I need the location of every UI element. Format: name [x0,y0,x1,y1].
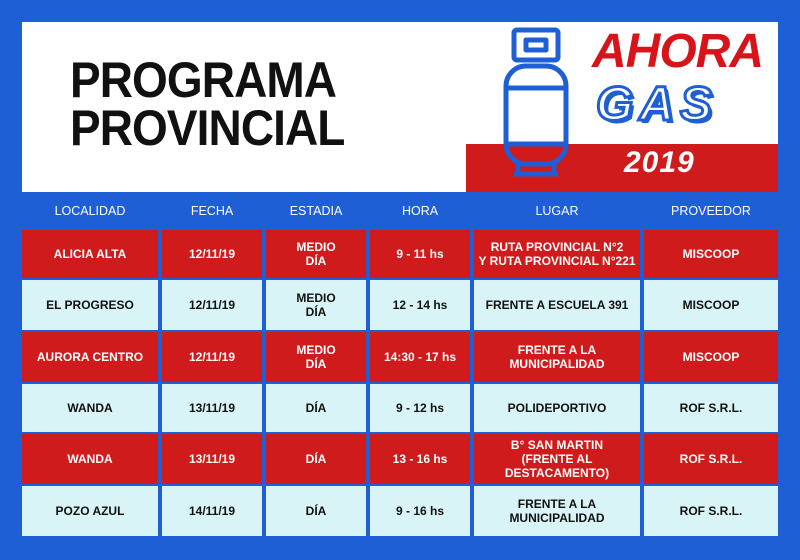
estadia-line: MEDIO [296,240,336,254]
fecha-cell: 13/11/19 [162,384,262,432]
proveedor-cell: ROF S.R.L. [644,384,778,432]
localidad-cell: ALICIA ALTA [22,230,158,278]
localidad-cell: AURORA CENTRO [22,332,158,382]
column-header: FECHA [162,196,262,226]
estadia-line: DÍA [305,357,327,371]
lugar-line: RUTA PROVINCIAL N°2 [490,240,624,254]
estadia-cell [266,434,366,484]
proveedor-cell: MISCOOP [644,332,778,382]
hora-cell: 12 - 14 hs [370,280,470,330]
logo-gas: GAS [596,78,719,131]
table-row [22,384,778,432]
logo-ahora: AHORA [592,25,763,78]
estadia-line: DÍA [305,305,327,319]
estadia-cell [266,230,366,278]
hora-cell: 9 - 11 hs [370,230,470,278]
localidad-cell: EL PROGRESO [22,280,158,330]
lugar-cell [474,230,640,278]
hora-cell: 9 - 12 hs [370,384,470,432]
estadia-line: MEDIO [296,343,336,357]
gas-cylinder-icon [500,26,572,178]
estadia-cell [266,332,366,382]
lugar-line: (FRENTE AL DESTACAMENTO) [504,452,610,480]
proveedor-cell: ROF S.R.L. [644,434,778,484]
lugar-line: FRENTE A LA [517,497,597,511]
estadia-line: DÍA [305,452,327,466]
table-row [22,332,778,382]
lugar-cell [474,434,640,484]
lugar-line: B° SAN MARTIN [510,438,604,452]
proveedor-cell: ROF S.R.L. [644,486,778,536]
table-row [22,486,778,536]
lugar-cell [474,280,640,330]
table-row [22,230,778,278]
fecha-cell: 12/11/19 [162,280,262,330]
estadia-line: DÍA [305,504,327,518]
column-header: LUGAR [474,196,640,226]
proveedor-cell: MISCOOP [644,280,778,330]
estadia-cell [266,486,366,536]
estadia-cell [266,280,366,330]
column-header: HORA [370,196,470,226]
hora-cell: 13 - 16 hs [370,434,470,484]
column-header: LOCALIDAD [22,196,158,226]
year-label: 2019 [624,146,695,179]
lugar-line: FRENTE A LA [517,343,597,357]
fecha-cell: 13/11/19 [162,434,262,484]
localidad-cell: POZO AZUL [22,486,158,536]
column-header: ESTADIA [266,196,366,226]
hora-cell: 14:30 - 17 hs [370,332,470,382]
lugar-line: MUNICIPALIDAD [509,511,605,525]
title-line-2: PROVINCIAL [70,100,345,156]
column-header: PROVEEDOR [644,196,778,226]
table-row [22,434,778,484]
fecha-cell: 14/11/19 [162,486,262,536]
estadia-line: MEDIO [296,291,336,305]
lugar-cell [474,332,640,382]
lugar-cell [474,384,640,432]
lugar-line: Y RUTA PROVINCIAL N°221 [478,254,636,268]
estadia-line: DÍA [305,401,327,415]
proveedor-cell: MISCOOP [644,230,778,278]
lugar-line: MUNICIPALIDAD [509,357,605,371]
table-row [22,280,778,330]
fecha-cell: 12/11/19 [162,230,262,278]
lugar-line: POLIDEPORTIVO [507,401,607,415]
hora-cell: 9 - 16 hs [370,486,470,536]
localidad-cell: WANDA [22,434,158,484]
title-line-1: PROGRAMA [70,52,337,108]
estadia-line: DÍA [305,254,327,268]
lugar-line: FRENTE A ESCUELA 391 [485,298,629,312]
estadia-cell [266,384,366,432]
lugar-cell [474,486,640,536]
table-header-row [22,196,778,226]
page-title [70,52,401,156]
localidad-cell: WANDA [22,384,158,432]
fecha-cell: 12/11/19 [162,332,262,382]
